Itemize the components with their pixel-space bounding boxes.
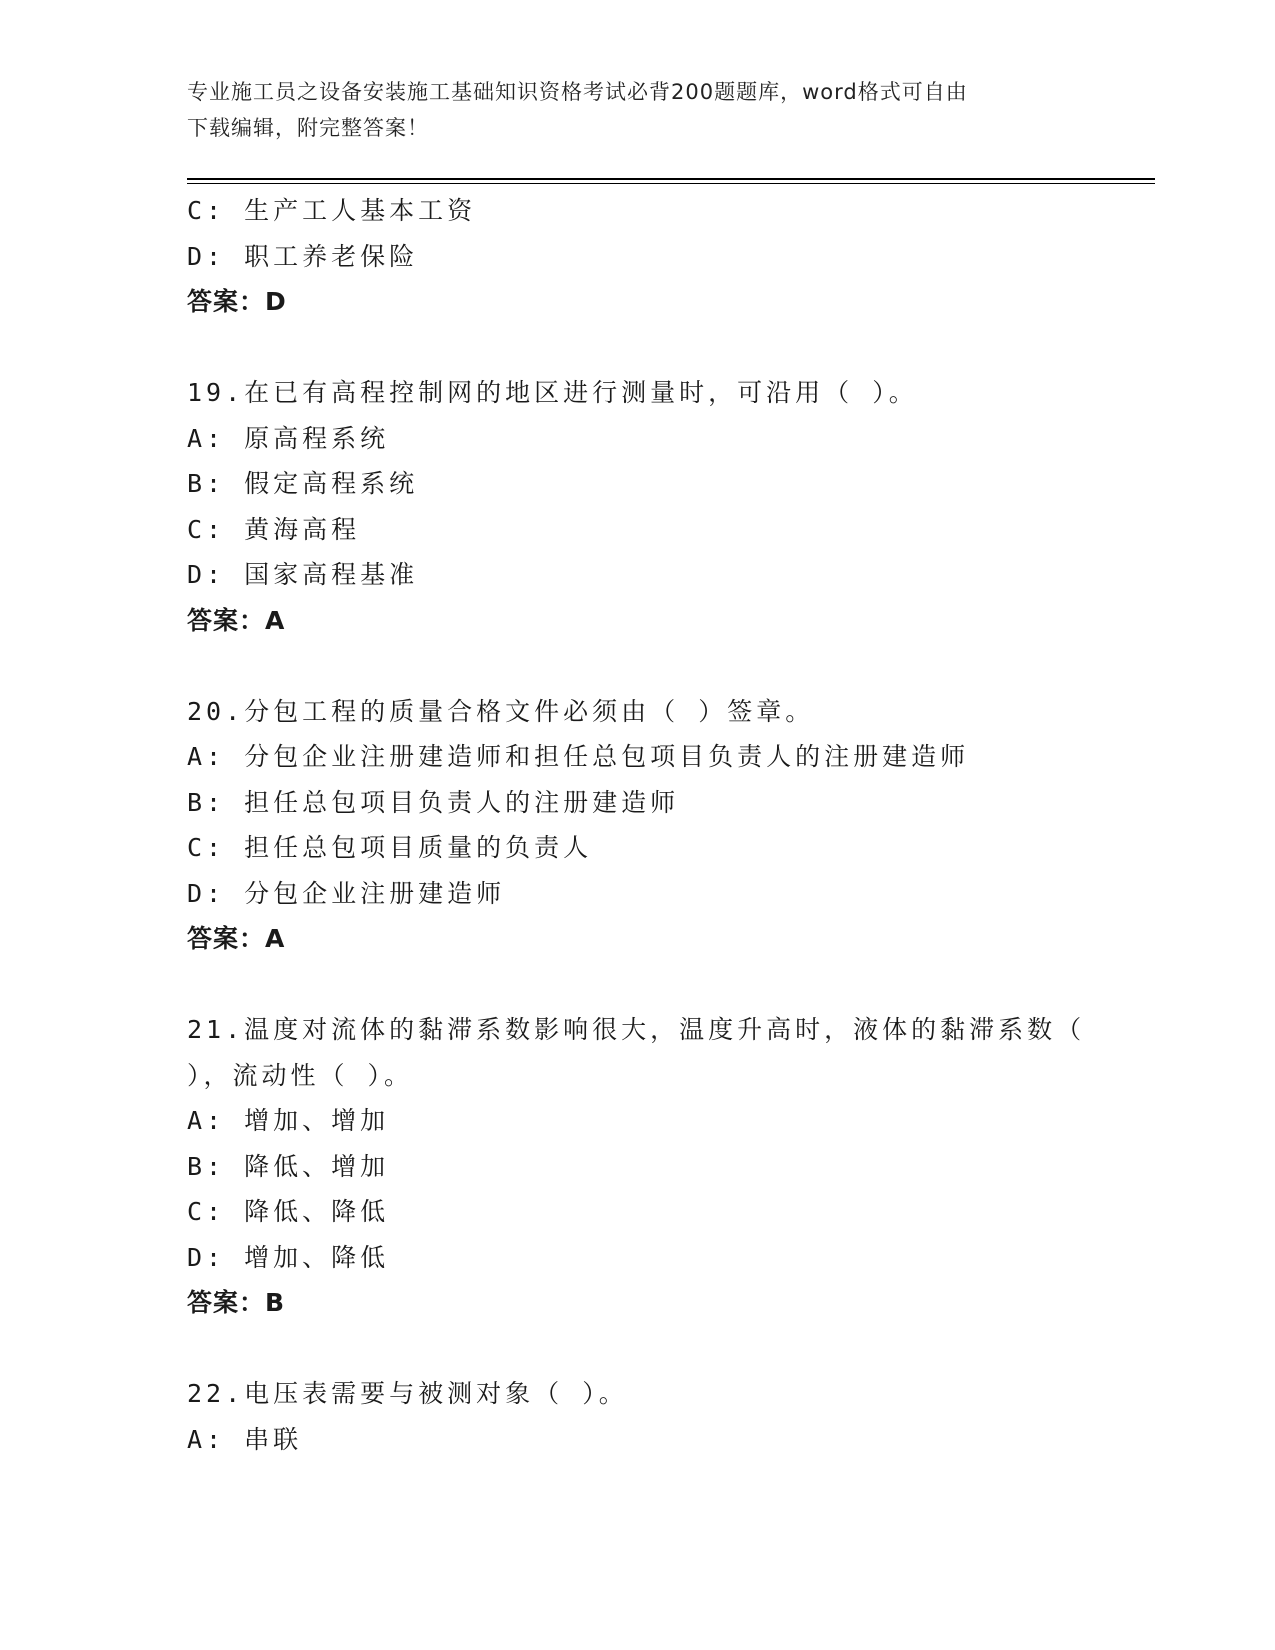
option-label: B: xyxy=(187,787,226,817)
option-text: 职工养老保险 xyxy=(244,241,419,271)
option-text: 黄海高程 xyxy=(244,514,361,544)
option-text: 增加、增加 xyxy=(244,1106,390,1135)
header-line-1: 专业施工员之设备安装施工基础知识资格考试必背200题题库，word格式可自由 xyxy=(187,80,968,104)
option-c xyxy=(187,1189,1087,1235)
document-header xyxy=(187,74,1087,146)
spacer xyxy=(187,962,1087,1008)
option-text: 担任总包项目负责人的注册建造师 xyxy=(244,787,680,817)
question-21 xyxy=(187,1007,1087,1326)
option-a xyxy=(187,734,1087,780)
document-body xyxy=(187,188,1087,1462)
option-label: B: xyxy=(187,1151,226,1181)
answer-line: 答案：D xyxy=(187,287,287,316)
question-20 xyxy=(187,689,1087,962)
spacer xyxy=(187,325,1087,371)
question-22 xyxy=(187,1371,1087,1462)
option-text: 降低、降低 xyxy=(244,1197,390,1226)
option-d xyxy=(187,552,1087,598)
option-b xyxy=(187,461,1087,507)
option-b xyxy=(187,1144,1087,1190)
option-label: A: xyxy=(187,423,226,453)
question-stem: 19.在已有高程控制网的地区进行测量时，可沿用（ ）。 xyxy=(187,378,918,407)
answer-line: 答案：B xyxy=(187,1288,286,1317)
spacer xyxy=(187,643,1087,689)
option-text: 串联 xyxy=(244,1424,303,1454)
option-label: B: xyxy=(187,469,226,498)
option-text: 增加、降低 xyxy=(244,1242,390,1272)
option-text: 担任总包项目质量的负责人 xyxy=(244,833,593,862)
header-rule-thick xyxy=(187,178,1155,180)
option-label: A: xyxy=(187,742,226,771)
header-line-2: 下载编辑，附完整答案！ xyxy=(187,116,429,140)
question-stem-continued: ），流动性（ ）。 xyxy=(187,1060,414,1090)
option-label: D: xyxy=(187,1242,226,1272)
question-stem: 22.电压表需要与被测对象（ ）。 xyxy=(187,1379,628,1408)
option-text: 原高程系统 xyxy=(244,423,390,453)
option-c xyxy=(187,507,1087,553)
option-b xyxy=(187,780,1087,826)
option-label: C: xyxy=(187,833,226,862)
option-c xyxy=(187,188,1087,234)
option-label: D: xyxy=(187,878,226,908)
answer-line: 答案：A xyxy=(187,924,286,953)
question-stem: 21.温度对流体的黏滞系数影响很大，温度升高时，液体的黏滞系数（ xyxy=(187,1015,1086,1044)
option-d xyxy=(187,1235,1087,1281)
option-label: D: xyxy=(187,241,226,271)
option-a xyxy=(187,416,1087,462)
option-text: 分包企业注册建造师 xyxy=(244,878,506,908)
question-fragment xyxy=(187,188,1087,325)
option-text: 降低、增加 xyxy=(244,1151,390,1181)
option-d xyxy=(187,234,1087,280)
option-label: C: xyxy=(187,196,226,225)
option-a xyxy=(187,1098,1087,1144)
option-label: D: xyxy=(187,560,226,589)
option-label: A: xyxy=(187,1424,226,1454)
option-text: 分包企业注册建造师和担任总包项目负责人的注册建造师 xyxy=(244,742,970,771)
option-text: 生产工人基本工资 xyxy=(244,196,477,225)
option-text: 假定高程系统 xyxy=(244,469,419,498)
option-label: C: xyxy=(187,514,226,544)
option-text: 国家高程基准 xyxy=(244,560,419,589)
question-stem: 20.分包工程的质量合格文件必须由（ ）签章。 xyxy=(187,696,815,726)
option-label: C: xyxy=(187,1197,226,1226)
option-label: A: xyxy=(187,1106,226,1135)
spacer xyxy=(187,1326,1087,1372)
answer-line: 答案：A xyxy=(187,605,286,635)
option-a xyxy=(187,1417,1087,1463)
question-19 xyxy=(187,370,1087,643)
option-c xyxy=(187,825,1087,871)
option-d xyxy=(187,871,1087,917)
header-rule-thin xyxy=(187,183,1155,184)
